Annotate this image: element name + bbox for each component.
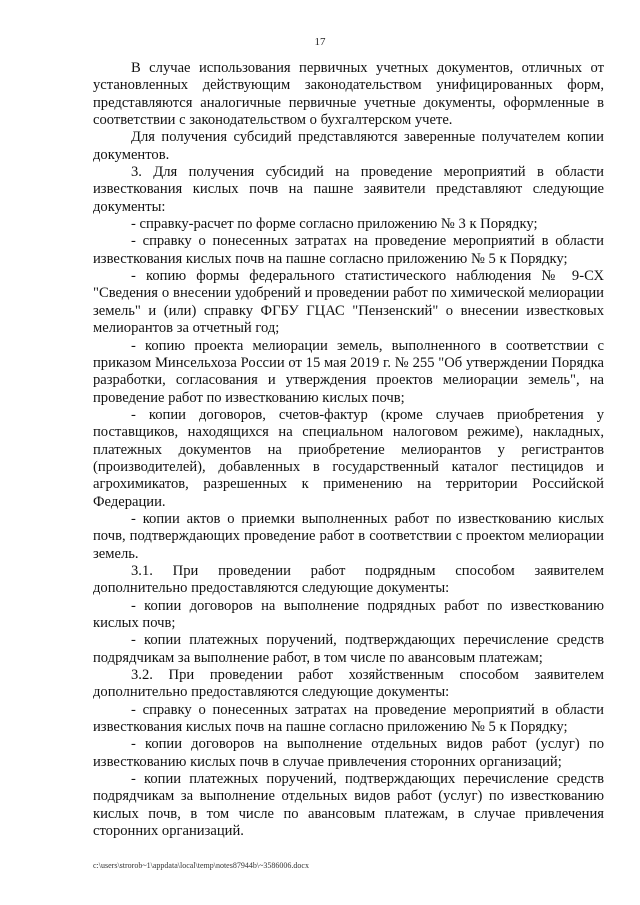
list-item: - копию проекта мелиорации земель, выполненного в соответствии с приказом Минсельхоза России от 15 мая 2019 г. № 255 "Об утверждении Порядка разработки, согласования и утверждения проектов мелиорации земель", на проведение работ по известкованию кислых почв; bbox=[93, 337, 604, 406]
list-item: - копии актов о приемки выполненных работ по известкованию кислых почв, подтверждающих проведение работ в соответствии с проектом мелиорации земель. bbox=[93, 510, 604, 562]
list-item: - справку о понесенных затратах на проведение мероприятий в области известкования кислых почв на пашне согласно приложению № 5 к Порядку; bbox=[93, 701, 604, 736]
list-item: - копии платежных поручений, подтверждающих перечисление средств подрядчикам за выполнение отдельных видов работ (услуг) по известкованию кислых почв, в том числе по авансовым платежам, в случае привлечения сторонних организаций. bbox=[93, 771, 604, 840]
paragraph: 3. Для получения субсидий на проведение мероприятий в области известкования кислых почв на пашне заявители представляют следующие документы: bbox=[93, 164, 604, 215]
footer-file-path: c:\users\strorob~1\appdata\local\temp\notes87944b\~3586006.docx bbox=[93, 861, 309, 870]
list-item: - копии договоров на выполнение подрядных работ по известкованию кислых почв; bbox=[93, 597, 604, 631]
paragraph: В случае использования первичных учетных документов, отличных от установленных действующим законодательством унифицированных форм, представляются аналогичные первичные учетные документы, оформленные в соответствии с законодательством о бухгалтерском учете. bbox=[93, 60, 604, 129]
list-item: - копии договоров на выполнение отдельных видов работ (услуг) по известкованию кислых почв в случае привлечения сторонних организаций; bbox=[93, 736, 604, 770]
paragraph: 3.1. При проведении работ подрядным способом заявителем дополнительно предоставляются следующие документы: bbox=[93, 562, 604, 597]
document-body bbox=[93, 60, 604, 840]
list-item: - справку о понесенных затратах на проведение мероприятий в области известкования кислых почв на пашне согласно приложению № 5 к Порядку; bbox=[93, 233, 604, 267]
list-item: - копии договоров, счетов-фактур (кроме случаев приобретения у поставщиков, находящихся на специальном налоговом режиме), накладных, платежных документов на приобретение мелиорантов у регистрантов (производителей), добавленных в государственный каталог пестицидов и агрохимикатов, разрешенных к применению на территории Российской Федерации. bbox=[93, 406, 604, 510]
list-item: - копии платежных поручений, подтверждающих перечисление средств подрядчикам за выполнение работ, в том числе по авансовым платежам; bbox=[93, 632, 604, 666]
paragraph: Для получения субсидий представляются заверенные получателем копии документов. bbox=[93, 129, 604, 163]
page-number: 17 bbox=[314, 36, 326, 48]
list-item: - справку-расчет по форме согласно приложению № 3 к Порядку; bbox=[131, 216, 538, 233]
paragraph: 3.2. При проведении работ хозяйственным способом заявителем дополнительно предоставляются следующие документы: bbox=[93, 667, 604, 701]
list-item: - копию формы федерального статистического наблюдения № 9-СХ "Сведения о внесении удобрений и проведении работ по химической мелиорации земель" и (или) справку ФГБУ ГЦАС "Пензенский" о внесении известковых мелиорантов за отчетный год; bbox=[93, 268, 604, 337]
